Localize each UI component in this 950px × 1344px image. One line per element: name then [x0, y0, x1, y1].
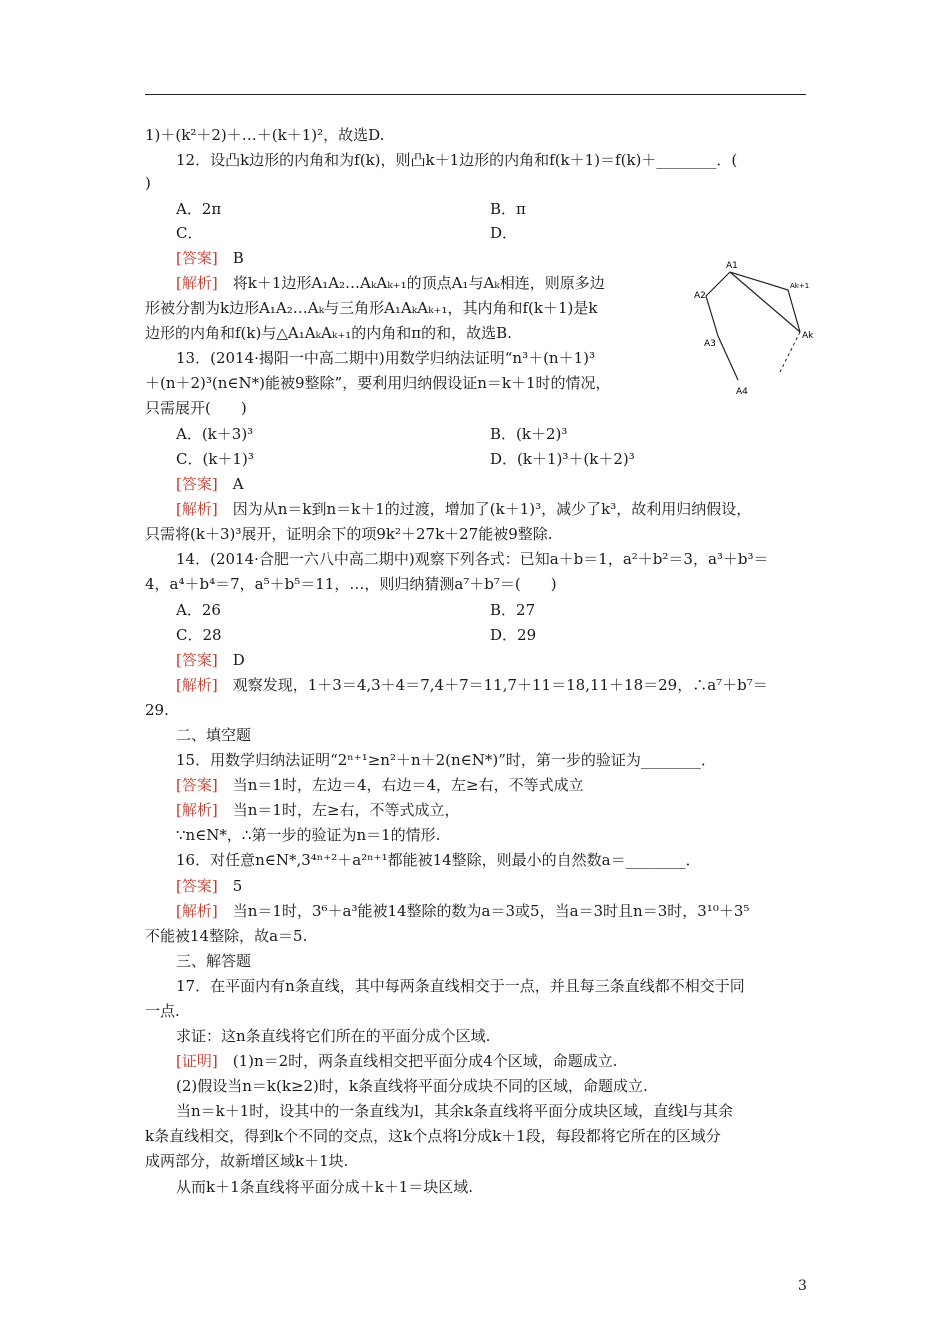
q17-proof-text-1: (1)n＝2时，两条直线相交把平面分成4个区域，命题成立.: [232, 1052, 618, 1070]
q13-analysis-1: [176, 498, 751, 520]
section-fill-in: 二、填空题: [176, 726, 252, 744]
q15-answer-value: 当n＝1时，左边＝4，右边＝4，左≥右，不等式成立: [232, 776, 584, 794]
question-12: 12．设凸k边形的内角和为f(k)，则凸k＋1边形的内角和f(k＋1)＝f(k)＋________．(: [176, 151, 738, 169]
label-ak: Ak: [802, 331, 814, 341]
label-a2: A2: [694, 291, 706, 301]
question-12-paren: ): [145, 174, 151, 192]
analysis-tag: [解析]: [176, 801, 218, 819]
question-17a: 17．在平面内有n条直线，其中每两条直线相交于一点，并且每三条直线都不相交于同: [176, 977, 745, 995]
label-a4: A4: [736, 387, 748, 397]
q17-proof-3a: 当n＝k＋1时，设其中的一条直线为l，其余k条直线将平面分成块区域，直线l与其余: [176, 1102, 733, 1120]
answer-tag: [答案]: [176, 475, 218, 493]
line-l01: 1)＋(k²＋2)＋…＋(k＋1)²，故选D.: [145, 126, 385, 144]
question-14a: 14．(2014·合肥一六八中高二期中)观察下列各式：已知a＋b＝1，a²＋b²＝3，a³＋b³＝: [176, 550, 769, 568]
analysis-tag: [解析]: [176, 500, 218, 518]
q14-option-c: C．28: [176, 626, 222, 644]
q17-proof-3c: 成两部分，故新增区域k＋1块.: [145, 1152, 349, 1170]
q12-answer: [176, 247, 244, 269]
q13-option-c: C．(k＋1)³: [176, 450, 254, 468]
question-13a: 13．(2014·揭阳一中高二期中)用数学归纳法证明“n³＋(n＋1)³: [176, 349, 595, 367]
page-number: 3: [798, 1278, 807, 1294]
q13-option-d: D．(k＋1)³＋(k＋2)³: [490, 450, 635, 468]
q16-analysis-1: [176, 900, 749, 922]
q13-option-a: A．(k＋3)³: [176, 425, 254, 443]
q17-proof-1: [176, 1050, 618, 1072]
proof-tag: [证明]: [176, 1052, 218, 1070]
q14-analysis-1: [176, 674, 768, 696]
polygon-figure: [668, 254, 818, 408]
q13-answer-value: A: [232, 475, 244, 493]
q14-answer-value: D: [232, 651, 245, 669]
label-a1: A1: [726, 261, 738, 271]
q14-option-d: D．29: [490, 626, 537, 644]
q12-option-d: D．: [490, 224, 518, 242]
analysis-tag: [解析]: [176, 274, 218, 292]
q17-proof-4: 从而k＋1条直线将平面分成＋k＋1＝块区域.: [176, 1178, 474, 1196]
q14-answer: [176, 649, 245, 671]
polygon-diagram: [668, 254, 818, 404]
q12-option-c: C．: [176, 224, 203, 242]
question-14b: 4，a⁴＋b⁴＝7，a⁵＋b⁵＝11，…，则归纳猜测a⁷＋b⁷＝( ): [145, 575, 557, 593]
q14-option-b: B．27: [490, 601, 536, 619]
q12-analysis-1: [176, 272, 605, 294]
q14-analysis-2: 29.: [145, 701, 169, 719]
answer-tag: [答案]: [176, 249, 218, 267]
question-16: 16．对任意n∈N*,3⁴ⁿ⁺²＋a²ⁿ⁺¹都能被14整除，则最小的自然数a＝________．: [176, 851, 701, 869]
question-13c: 只需展开( ): [145, 399, 247, 417]
q13-analysis-text-1: 因为从n＝k到n＝k＋1的过渡，增加了(k＋1)³，减少了k³，故利用归纳假设，: [232, 500, 752, 518]
q17-proof-3b: k条直线相交，得到k个不同的交点，这k个点将l分成k＋1段，每段都将它所在的区域分: [145, 1127, 721, 1145]
question-17b: 一点.: [145, 1002, 180, 1020]
section-solutions: 三、解答题: [176, 952, 252, 970]
q16-answer: [176, 875, 242, 897]
analysis-tag: [解析]: [176, 676, 218, 694]
diagonal-a1-ak: [730, 272, 800, 332]
q12-option-b: B．π: [490, 200, 526, 218]
q16-analysis-text-1: 当n＝1时，3⁶＋a³能被14整除的数为a＝3或5，当a＝3时且n＝3时，3¹⁰＋3⁵: [232, 902, 750, 920]
q15-analysis-1: [176, 799, 460, 821]
q15-analysis-text-1: 当n＝1时，左≥右，不等式成立，: [232, 801, 460, 819]
q13-analysis-2: 只需将(k＋3)³展开，证明余下的项9k²＋27k＋27能被9整除.: [145, 525, 553, 543]
q15-analysis-2: ∵n∈N*，∴第一步的验证为n＝1的情形.: [176, 826, 441, 844]
q14-analysis-text-1: 观察发现，1＋3＝4,3＋4＝7,4＋7＝11,7＋11＝18,11＋18＝29，∴a⁷＋b⁷＝: [232, 676, 768, 694]
q17-proof-2: (2)假设当n＝k(k≥2)时，k条直线将平面分成块不同的区域，命题成立.: [176, 1077, 648, 1095]
q13-answer: [176, 473, 244, 495]
q16-answer-value: 5: [232, 877, 243, 895]
q16-analysis-2: 不能被14整除，故a＝5.: [145, 927, 308, 945]
label-ak1: Ak+1: [790, 282, 810, 290]
q12-option-a: A．2π: [176, 200, 222, 218]
answer-tag: [答案]: [176, 877, 218, 895]
answer-tag: [答案]: [176, 776, 218, 794]
q13-option-b: B．(k＋2)³: [490, 425, 568, 443]
analysis-tag: [解析]: [176, 902, 218, 920]
question-13b: ＋(n＋2)³(n∈N*)能被9整除”，要利用归纳假设证n＝k＋1时的情况，: [145, 374, 611, 392]
q12-answer-value: B: [232, 249, 244, 267]
header-rule: [145, 94, 806, 95]
answer-tag: [答案]: [176, 651, 218, 669]
q12-analysis-text-1: 将k＋1边形A₁A₂…AₖAₖ₊₁的顶点A₁与Aₖ相连，则原多边: [232, 274, 605, 292]
polygon-edges: [706, 272, 800, 336]
dashed-edge: [780, 332, 800, 372]
polygon-edge-a3a4: [718, 336, 738, 380]
question-15: 15．用数学归纳法证明“2ⁿ⁺¹≥n²＋n＋2(n∈N*)”时，第一步的验证为________．: [176, 751, 716, 769]
q12-analysis-3: 边形的内角和f(k)与△A₁AₖAₖ₊₁的内角和π的和，故选B.: [145, 324, 512, 342]
label-a3: A3: [704, 339, 716, 349]
q14-option-a: A．26: [176, 601, 221, 619]
q15-answer: [176, 774, 584, 796]
question-17c: 求证：这n条直线将它们所在的平面分成个区域.: [176, 1027, 491, 1045]
q12-analysis-2: 形被分割为k边形A₁A₂…Aₖ与三角形A₁AₖAₖ₊₁，其内角和f(k＋1)是k: [145, 299, 598, 317]
